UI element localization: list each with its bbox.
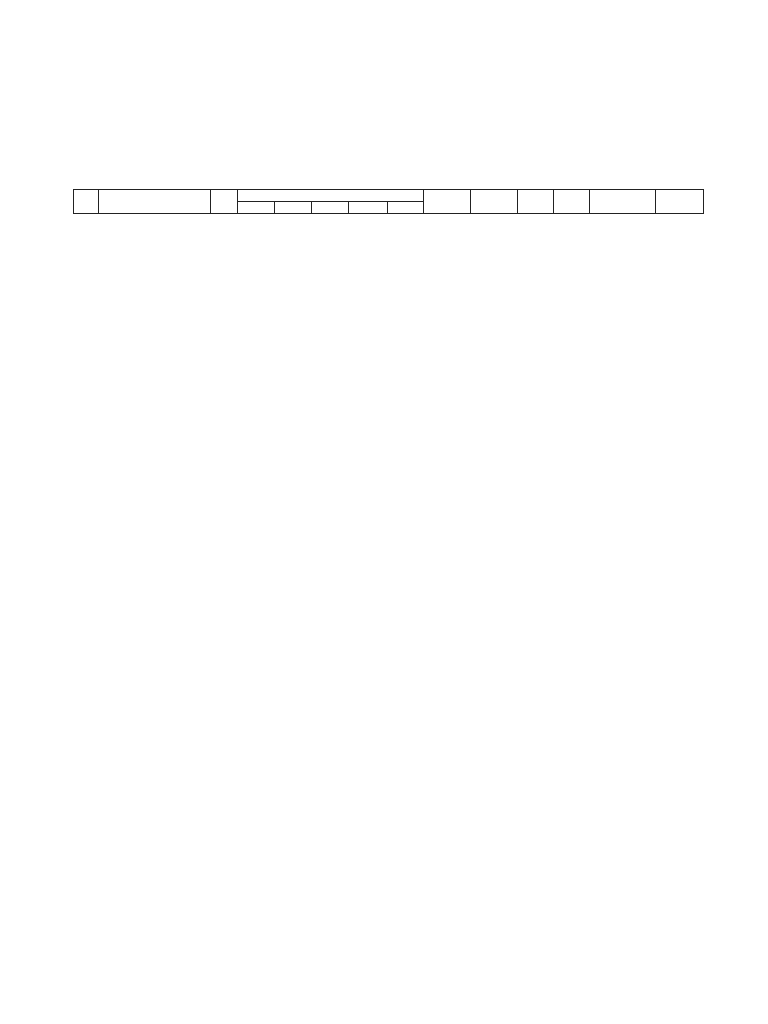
header-nilai-akhir [656,190,704,214]
header-tema-4 [349,202,388,214]
header-pas [554,190,590,214]
grade-table-page-1 [73,189,704,214]
header-row-1 [74,190,704,202]
header-tema-3 [312,202,349,214]
header-no [74,190,99,214]
header-tema-5 [388,202,424,214]
header-nama-siswa [99,190,211,214]
header-jumlah [590,190,656,214]
header-rata-kd [424,190,471,214]
header-tema-2 [275,202,312,214]
header-rata-nph [471,190,518,214]
header-tema [238,190,424,202]
header-npts [518,190,554,214]
header-kd [211,190,238,214]
header-tema-1 [238,202,275,214]
